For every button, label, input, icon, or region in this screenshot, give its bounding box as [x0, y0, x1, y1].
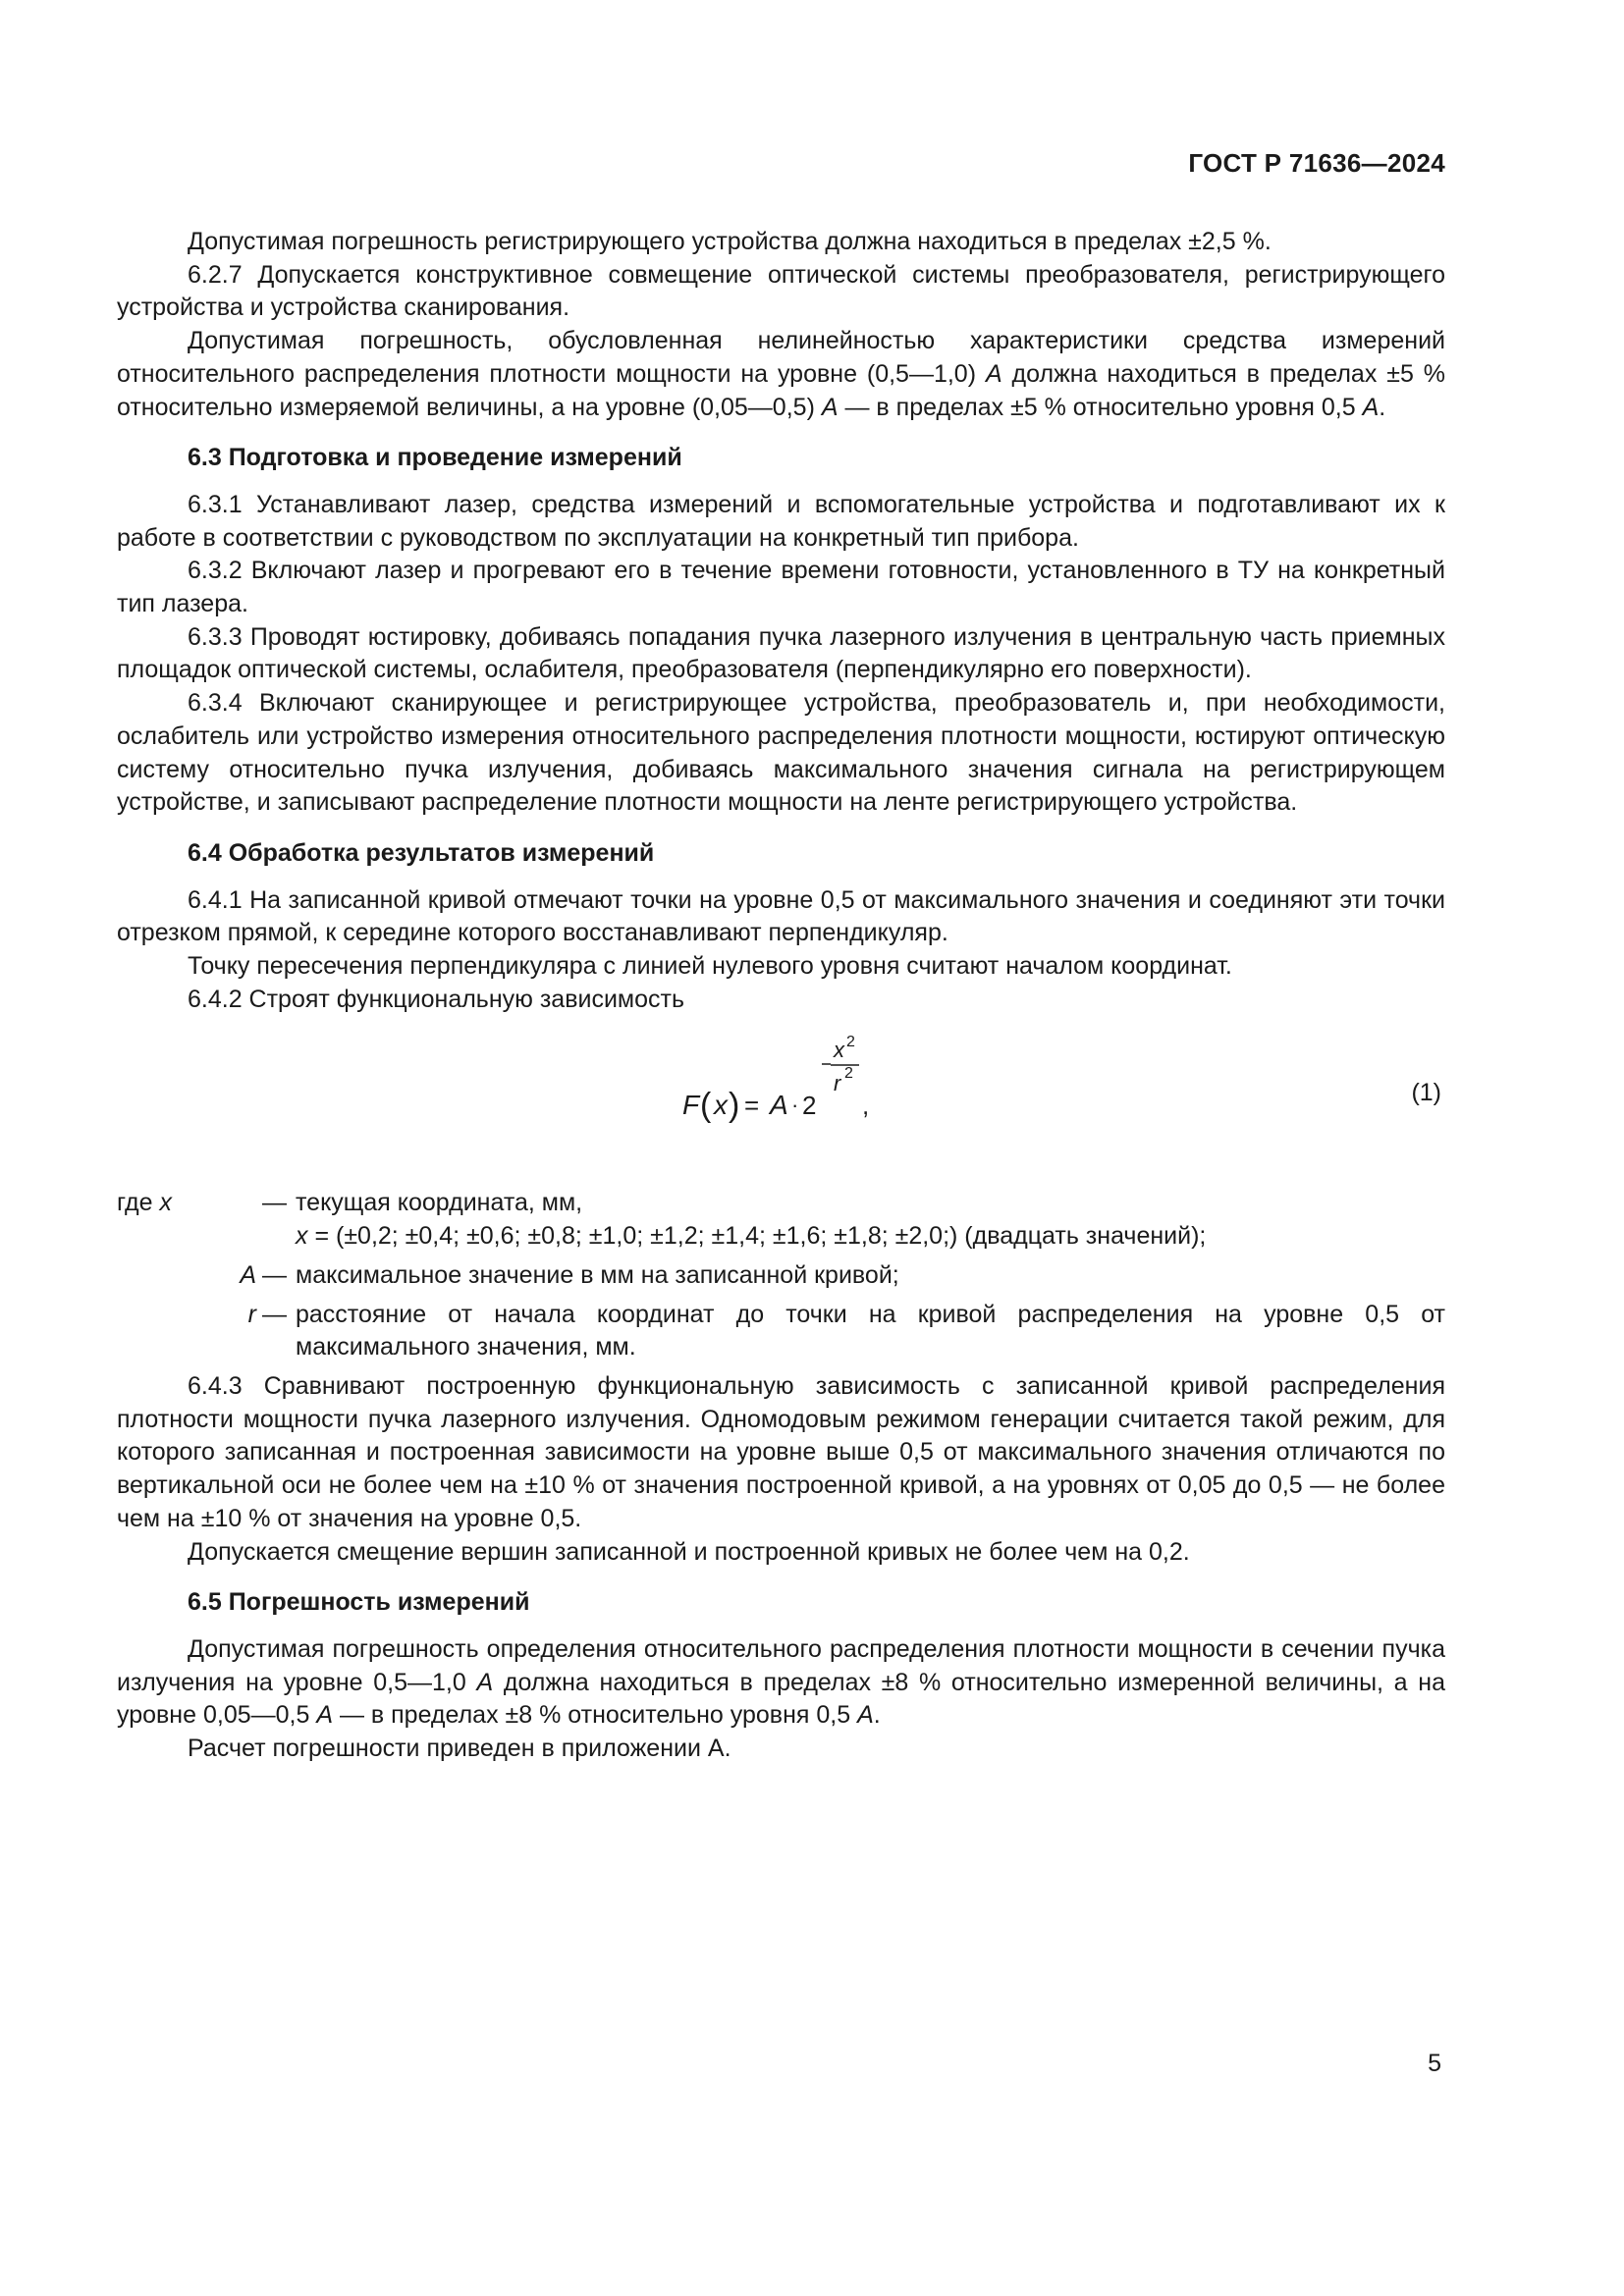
paragraph: Точку пересечения перпендикуляра с линией нулевого уровня считают началом координат.: [188, 952, 1232, 981]
svg-text:(: (: [700, 1087, 712, 1125]
section-heading-6-3: 6.3 Подготовка и проведение измерений: [188, 444, 682, 472]
definition-A: A — максимальное значение в мм на записанной кривой;: [240, 1260, 899, 1289]
paragraph: Допускается смещение вершин записанной и построенной кривых не более чем на 0,2.: [188, 1537, 1190, 1566]
svg-text:2: 2: [846, 1034, 855, 1051]
page-number: 5: [1428, 2050, 1441, 2077]
svg-text:): ): [729, 1087, 740, 1125]
svg-text:·: ·: [791, 1093, 799, 1118]
paragraph: 6.2.7 Допускается конструктивное совмещение оптической системы преобразователя, регистрирующего устройства и устройства сканирования.: [117, 260, 1445, 322]
paragraph: Расчет погрешности приведен в приложении А.: [188, 1735, 731, 1763]
paragraph: Допустимая погрешность регистрирующего устройства должна находиться в пределах ±2,5 %.: [188, 228, 1272, 255]
paragraph-nonlinearity: Допустимая погрешность, обусловленная нелинейностью характеристики средства измерений относительного распределения плотности мощности на уровне (0,5—1,0) А должна находиться в пределах ±5 % относительно измеряемой величины, а на уровне (0,05—0,5) А — в пределах ±5 % относительно уровня 0,5 А.: [117, 327, 1445, 421]
paragraph: 6.4.1 На записанной кривой отмечают точки на уровне 0,5 от максимального значения и соединяют эти точки отрезком прямой, к середине которого восстанавливают перпендикуляр.: [117, 885, 1445, 947]
paragraph: 6.3.3 Проводят юстировку, добиваясь попадания пучка лазерного излучения в центральную часть приемных площадок оптической системы, ослабителя, преобразователя (перпендикулярно его поверхности).: [117, 622, 1445, 684]
svg-text:,: ,: [862, 1091, 870, 1121]
definition-x: где x — текущая координата, мм,: [117, 1189, 583, 1217]
definition-x-values: x = (±0,2; ±0,4; ±0,6; ±0,8; ±1,0; ±1,2; ±1,4; ±1,6; ±1,8; ±2,0;) (двадцать значений);: [296, 1222, 1207, 1251]
definition-r: r — расстояние от начала координат до точки на кривой распределения на уровне 0,5 от максимального значения, мм.: [247, 1300, 1445, 1362]
document-header: ГОСТ Р 71636—2024: [1188, 148, 1445, 178]
formula-den: r: [834, 1071, 841, 1096]
formula: [678, 1030, 934, 1149]
formula-F: F: [682, 1090, 700, 1121]
paragraph: 6.4.2 Строят функциональную зависимость: [188, 985, 684, 1013]
paragraph: 6.3.2 Включают лазер и прогревают его в течение времени готовности, установленного в ТУ на конкретный тип лазера.: [117, 557, 1445, 618]
paragraph: 6.4.3 Сравнивают построенную функциональную зависимость с записанной кривой распределения плотности мощности пучка лазерного излучения. Одномодовым режимом генерации считается такой режим, для которого записанная и построенная зависимости на уровне выше 0,5 от максимального значения отличаются по вертикальной оси не более чем на ±10 % от значения построенной кривой, а на уровнях от 0,05 до 0,5 — не более чем на ±10 % от значения на уровне 0,5.: [117, 1371, 1445, 1532]
svg-text:=: =: [744, 1091, 760, 1121]
formula-x: x: [714, 1090, 728, 1121]
formula-A: A: [770, 1090, 788, 1121]
paragraph-accuracy: Допустимая погрешность определения относительного распределения плотности мощности в сечении пучка излучения на уровне 0,5—1,0 А должна находиться в пределах ±8 % относительно измеренной величины, а на уровне 0,05—0,5 А — в пределах ±8 % относительно уровня 0,5 А.: [117, 1634, 1445, 1730]
equation-number: (1): [1411, 1079, 1441, 1107]
document-body: [117, 226, 1445, 1766]
formula-block: [117, 1030, 1445, 1149]
paragraph: 6.3.1 Устанавливают лазер, средства измерений и вспомогательные устройства и подготавливают их к работе в соответствии с руководством по эксплуатации на конкретный тип прибора.: [117, 490, 1445, 552]
section-heading-6-5: 6.5 Погрешность измерений: [188, 1588, 530, 1617]
svg-text:2: 2: [844, 1065, 853, 1083]
section-heading-6-4: 6.4 Обработка результатов измерений: [188, 838, 655, 867]
paragraph: 6.3.4 Включают сканирующее и регистрирующее устройства, преобразователь и, при необходимости, ослабитель или устройство измерения относительного распределения плотности мощности, юстируют оптическую систему относительно пучка излучения, добиваясь максимального значения сигнала на регистрирующем устройстве, и записывают распределение плотности мощности на ленте регистрирующего устройства.: [117, 689, 1445, 817]
formula-base: 2: [802, 1091, 817, 1121]
definitions-list: [117, 1187, 1445, 1364]
formula-num: x: [834, 1038, 844, 1063]
